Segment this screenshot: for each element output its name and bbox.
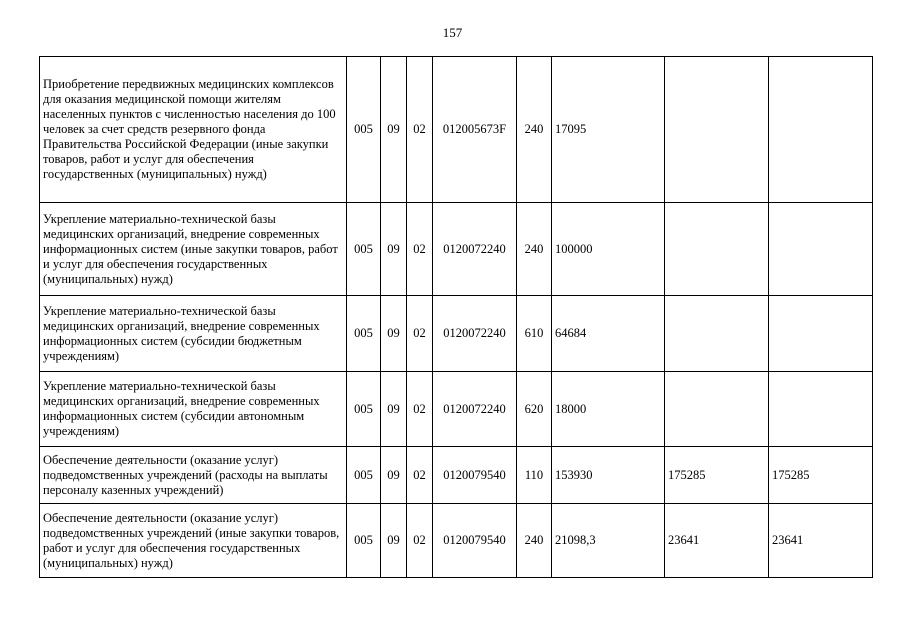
page-number: 157 <box>442 25 463 40</box>
amount-year-2 <box>665 372 769 447</box>
amount-year-2: 23641 <box>665 504 769 578</box>
expense-type-code: 240 <box>517 203 552 296</box>
table-row <box>40 447 873 504</box>
section-code: 09 <box>381 57 407 203</box>
row-description: Обеспечение деятельности (оказание услуг) подведомственных учреждений (иные закупки товаров, работ и услуг для обеспечения государственных (муниципальных) нужд) <box>40 504 347 578</box>
target-article-code: 0120072240 <box>433 203 517 296</box>
amount-year-3: 23641 <box>769 504 873 578</box>
row-description: Укрепление материально-технической базы медицинских организаций, внедрение современных информационных систем (субсидии автономным учреждениям) <box>40 372 347 447</box>
ministry-code: 005 <box>347 203 381 296</box>
section-code: 09 <box>381 203 407 296</box>
table-row <box>40 504 873 578</box>
table-row <box>40 57 873 203</box>
target-article-code: 0120079540 <box>433 447 517 504</box>
table-row <box>40 296 873 372</box>
subsection-code: 02 <box>407 203 433 296</box>
amount-year-1: 21098,3 <box>552 504 665 578</box>
subsection-code: 02 <box>407 504 433 578</box>
amount-year-2: 175285 <box>665 447 769 504</box>
ministry-code: 005 <box>347 57 381 203</box>
section-code: 09 <box>381 504 407 578</box>
amount-year-2 <box>665 57 769 203</box>
table-row <box>40 203 873 296</box>
amount-year-3: 175285 <box>769 447 873 504</box>
amount-year-1: 18000 <box>552 372 665 447</box>
subsection-code: 02 <box>407 447 433 504</box>
section-code: 09 <box>381 447 407 504</box>
ministry-code: 005 <box>347 504 381 578</box>
amount-year-3 <box>769 203 873 296</box>
section-code: 09 <box>381 372 407 447</box>
expense-type-code: 240 <box>517 504 552 578</box>
amount-year-2 <box>665 296 769 372</box>
target-article-code: 0120079540 <box>433 504 517 578</box>
amount-year-3 <box>769 372 873 447</box>
section-code: 09 <box>381 296 407 372</box>
amount-year-1: 17095 <box>552 57 665 203</box>
amount-year-1: 153930 <box>552 447 665 504</box>
subsection-code: 02 <box>407 296 433 372</box>
target-article-code: 012005673F <box>433 57 517 203</box>
amount-year-1: 100000 <box>552 203 665 296</box>
budget-table <box>39 56 873 578</box>
expense-type-code: 620 <box>517 372 552 447</box>
expense-type-code: 110 <box>517 447 552 504</box>
expense-type-code: 610 <box>517 296 552 372</box>
ministry-code: 005 <box>347 296 381 372</box>
subsection-code: 02 <box>407 372 433 447</box>
row-description: Обеспечение деятельности (оказание услуг) подведомственных учреждений (расходы на выплаты персоналу казенных учреждений) <box>40 447 347 504</box>
amount-year-3 <box>769 296 873 372</box>
amount-year-2 <box>665 203 769 296</box>
ministry-code: 005 <box>347 447 381 504</box>
subsection-code: 02 <box>407 57 433 203</box>
row-description: Приобретение передвижных медицинских комплексов для оказания медицинской помощи жителям населенных пунктов с численностью населения до 100 человек за счет средств резервного фонда Правительства Российской Федерации (иные закупки товаров, работ и услуг для обеспечения государственных (муниципальных) нужд) <box>40 57 347 203</box>
amount-year-1: 64684 <box>552 296 665 372</box>
table-row <box>40 372 873 447</box>
ministry-code: 005 <box>347 372 381 447</box>
row-description: Укрепление материально-технической базы медицинских организаций, внедрение современных информационных систем (субсидии бюджетным учреждениям) <box>40 296 347 372</box>
expense-type-code: 240 <box>517 57 552 203</box>
target-article-code: 0120072240 <box>433 372 517 447</box>
row-description: Укрепление материально-технической базы медицинских организаций, внедрение современных информационных систем (иные закупки товаров, работ и услуг для обеспечения государственных (муниципальных) нужд) <box>40 203 347 296</box>
amount-year-3 <box>769 57 873 203</box>
target-article-code: 0120072240 <box>433 296 517 372</box>
